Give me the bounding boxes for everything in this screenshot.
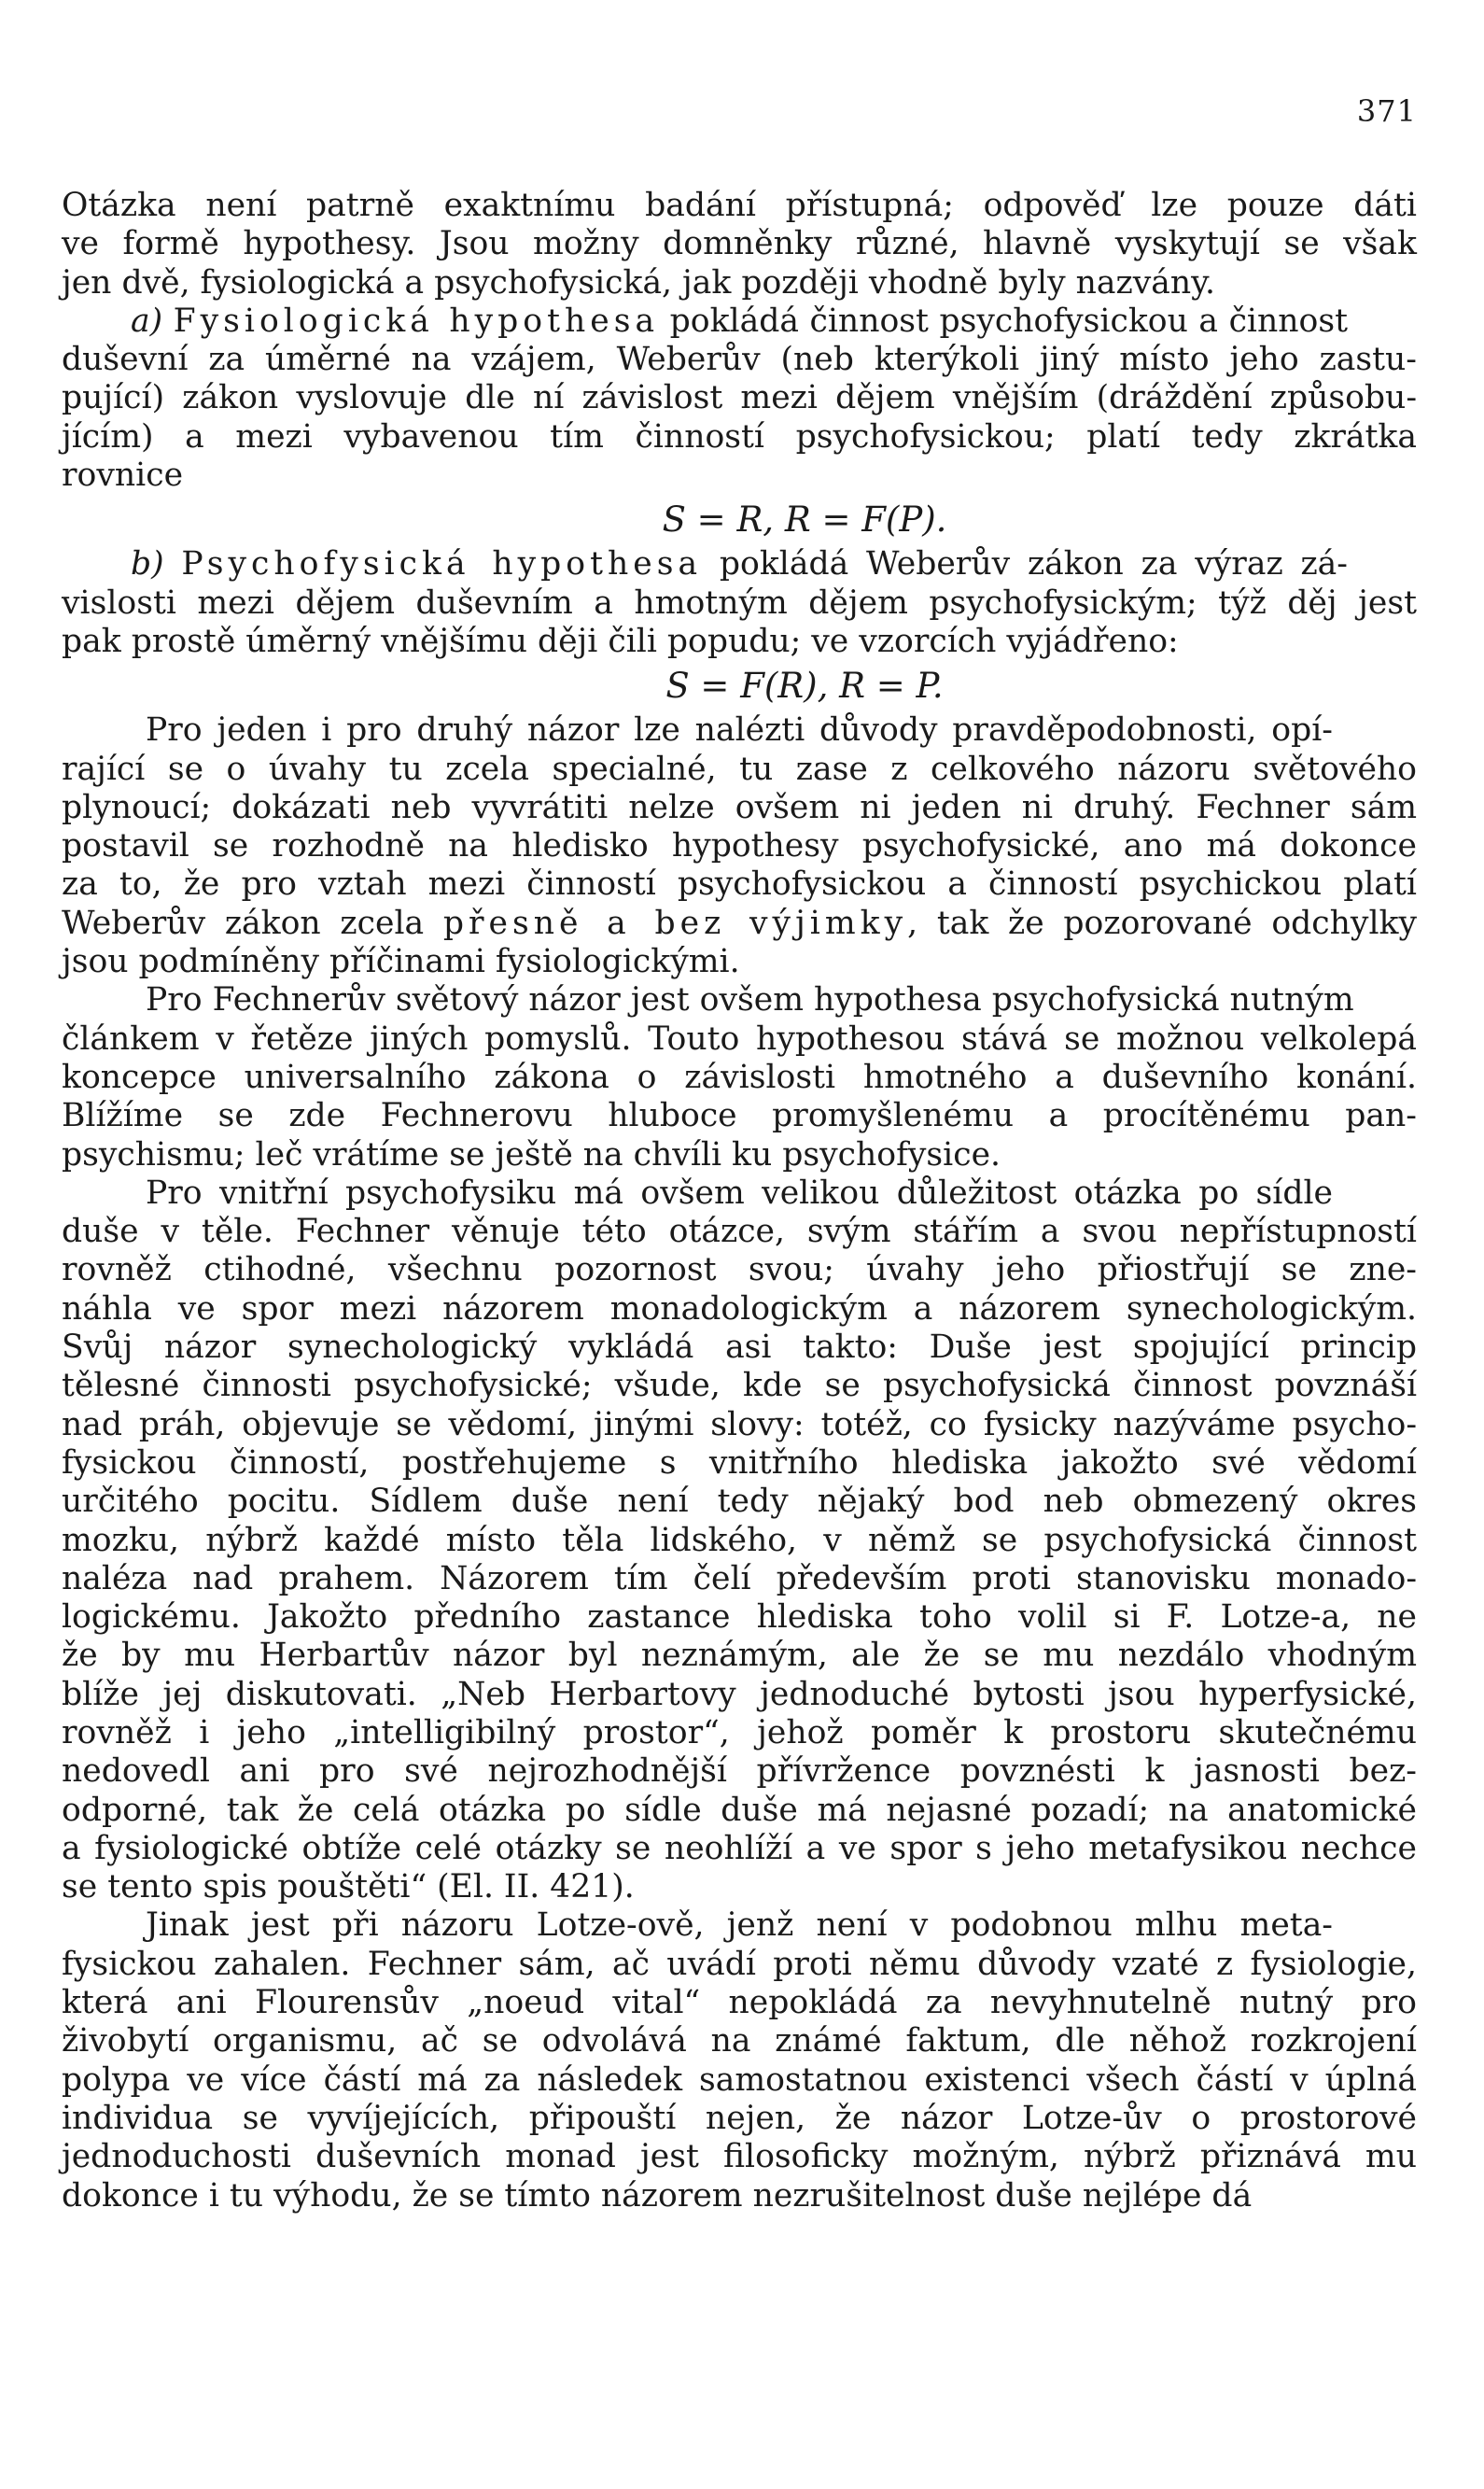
text-line: jednoduchosti duševních monad jest filosoficky možným, nýbrž přiznává mu — [62, 2138, 1417, 2176]
text-line: pak prostě úměrný vnějšímu ději čili popudu; ve vzorcích vyjádřeno: — [62, 622, 1179, 660]
text-line: nedovedl ani pro své nejrozhodnější přívržence povznésti k jasnosti bez- — [62, 1752, 1417, 1791]
spaced-term: Fysiologická hypothesa — [173, 302, 660, 340]
text-line: že by mu Herbartův názor byl neznámým, ale že se mu nezdálo vhodným — [62, 1637, 1417, 1675]
spaced-term: přesně a bez výjimky — [442, 904, 908, 942]
item-marker: b) — [131, 545, 164, 584]
text-line: rající se o úvahy tu zcela specialné, tu zase z celkového názoru světového — [62, 750, 1417, 788]
text-line: náhla ve spor mezi názorem monadologickým a názorem synechologickým. — [62, 1289, 1417, 1328]
text-line: rovněž i jeho „intelligibilný prostor“, jehož poměr k prostoru skutečnému — [62, 1713, 1417, 1751]
text-line: tělesné činnosti psychofysické; všude, kde se psychofysická činnost povznáší — [62, 1367, 1417, 1405]
text-line: pující) zákon vyslovuje dle ní závislost mezi dějem vnějším (dráždění způsobu- — [62, 379, 1417, 417]
line-text: Weberův zákon zcela — [62, 904, 443, 942]
text-line — [62, 302, 1417, 341]
text-line: postavil se rozhodně na hledisko hypothesy psychofysické, ano má dokonce — [62, 827, 1417, 865]
text-line: jsou podmíněny příčinami fysiologickými. — [62, 943, 740, 981]
text-line: psychismu; leč vrátíme se ještě na chvíli ku psychofysice. — [62, 1135, 1001, 1174]
text-line: individua se vyvíjejících, připouští nejen, že názor Lotze-ův o prostorové — [62, 2099, 1417, 2137]
text-line: a fysiologické obtíže celé otázky se neohlíží a ve spor s jeho metafysikou nechce — [62, 1829, 1417, 1867]
text-line: za to, že pro vztah mezi činností psychofysickou a činností psychickou platí — [62, 865, 1417, 904]
text-line: Jinak jest při názoru Lotze-ově, jenž není v podobnou mlhu meta- — [146, 1906, 1333, 1945]
formula: S = F(R), R = P. — [665, 666, 944, 707]
text-line: se tento spis pouštěti“ (El. II. 421). — [62, 1868, 635, 1906]
text-line: živobytí organismu, ač se odvolává na známé faktum, dle něhož rozkrojení — [62, 2022, 1417, 2060]
text-line: určitého pocitu. Sídlem duše není tedy nějaký bod neb obmezený okres — [62, 1483, 1417, 1521]
text-line: Pro Fechnerův světový názor jest ovšem hypothesa psychofysická nutným — [146, 981, 1354, 1020]
text-line: polypa ve více částí má za následek samostatnou existenci všech částí v úplná — [62, 2060, 1417, 2099]
text-line: mozku, nýbrž každé místo těla lidského, v němž se psychofysická činnost — [62, 1521, 1417, 1559]
line-text: pokládá Weberův zákon za výraz zá- — [702, 545, 1348, 584]
text-line: blíže jej diskutovati. „Neb Herbartovy jednoduché bytosti jsou hyperfysické, — [62, 1675, 1417, 1713]
text-line: dokonce i tu výhodu, že se tímto názorem nezrušitelnost duše nejlépe dá — [62, 2176, 1253, 2215]
formula: S = R, R = F(P). — [662, 499, 947, 541]
text-line — [62, 905, 1417, 943]
spaced-term: Psychofysická hypothesa — [181, 545, 703, 584]
text-line: logickému. Jakožto předního zastance hlediska toho volil si F. Lotze-a, ne — [62, 1598, 1417, 1637]
text-line: ve formě hypothesy. Jsou možny domněnky různé, hlavně vyskytují se však — [62, 225, 1417, 263]
line-text: pokládá činnost psychofysickou a činnost — [659, 302, 1348, 340]
text-line: rovněž ctihodné, všechnu pozornost svou; úvahy jeho přiostřují se zne- — [62, 1251, 1417, 1289]
text-line: naléza nad prahem. Názorem tím čelí především proti stanovisku monado- — [62, 1559, 1417, 1597]
text-line: koncepce universalního zákona o závislosti hmotného a duševního konání. — [62, 1058, 1417, 1096]
text-line: duše v těle. Fechner věnuje této otázce, svým stářím a svou nepřístupností — [62, 1213, 1417, 1251]
text-line: nad práh, objevuje se vědomí, jinými slovy: totéž, co fysicky nazýváme psycho- — [62, 1405, 1417, 1443]
text-line: rovnice — [62, 457, 184, 495]
text-line: fysickou činností, postřehujeme s vnitřního hlediska jakožto své vědomí — [62, 1443, 1417, 1482]
text-line: odporné, tak že celá otázka po sídle duše má nejasné pozadí; na anatomické — [62, 1791, 1417, 1829]
text-line — [62, 545, 1417, 584]
text-line: Pro vnitřní psychofysiku má ovšem velikou důležitost otázka po sídle — [146, 1174, 1333, 1212]
text-line: fysickou zahalen. Fechner sám, ač uvádí proti němu důvody vzaté z fysiologie, — [62, 1945, 1417, 1983]
line-text: , tak že pozorované odchylky — [907, 904, 1417, 942]
item-marker: a) — [131, 302, 163, 340]
text-line: duševní za úměrné na vzájem, Weberův (neb kterýkoli jiný místo jeho zastu- — [62, 341, 1417, 379]
text-line: vislosti mezi dějem duševním a hmotným dějem psychofysickým; týž děj jest — [62, 584, 1417, 622]
text-line: článkem v řetěze jiných pomyslů. Touto hypothesou stává se možnou velkolepá — [62, 1020, 1417, 1058]
text-line: Otázka není patrně exaktnímu badání přístupná; odpověď lze pouze dáti — [62, 187, 1417, 224]
text-line: Blížíme se zde Fechnerovu hluboce promyšlenému a procítěnému pan- — [62, 1097, 1417, 1135]
text-line: Svůj názor synechologický vykládá asi takto: Duše jest spojující princip — [62, 1329, 1417, 1367]
text-line: jícím) a mezi vybavenou tím činností psychofysickou; platí tedy zkrátka — [62, 417, 1417, 456]
text-line: Pro jeden i pro druhý názor lze nalézti důvody pravděpodobnosti, opí- — [146, 711, 1333, 750]
text-line: plynoucí; dokázati neb vyvrátiti nelze ovšem ni jeden ni druhý. Fechner sám — [62, 788, 1417, 826]
text-line: jen dvě, fysiologická a psychofysická, jak později vhodně byly nazvány. — [62, 263, 1216, 302]
text-line: která ani Flourensův „noeud vital“ nepokládá za nevyhnutelně nutný pro — [62, 1984, 1417, 2022]
body-text — [62, 187, 1417, 2215]
page-number: 371 — [1356, 93, 1417, 129]
